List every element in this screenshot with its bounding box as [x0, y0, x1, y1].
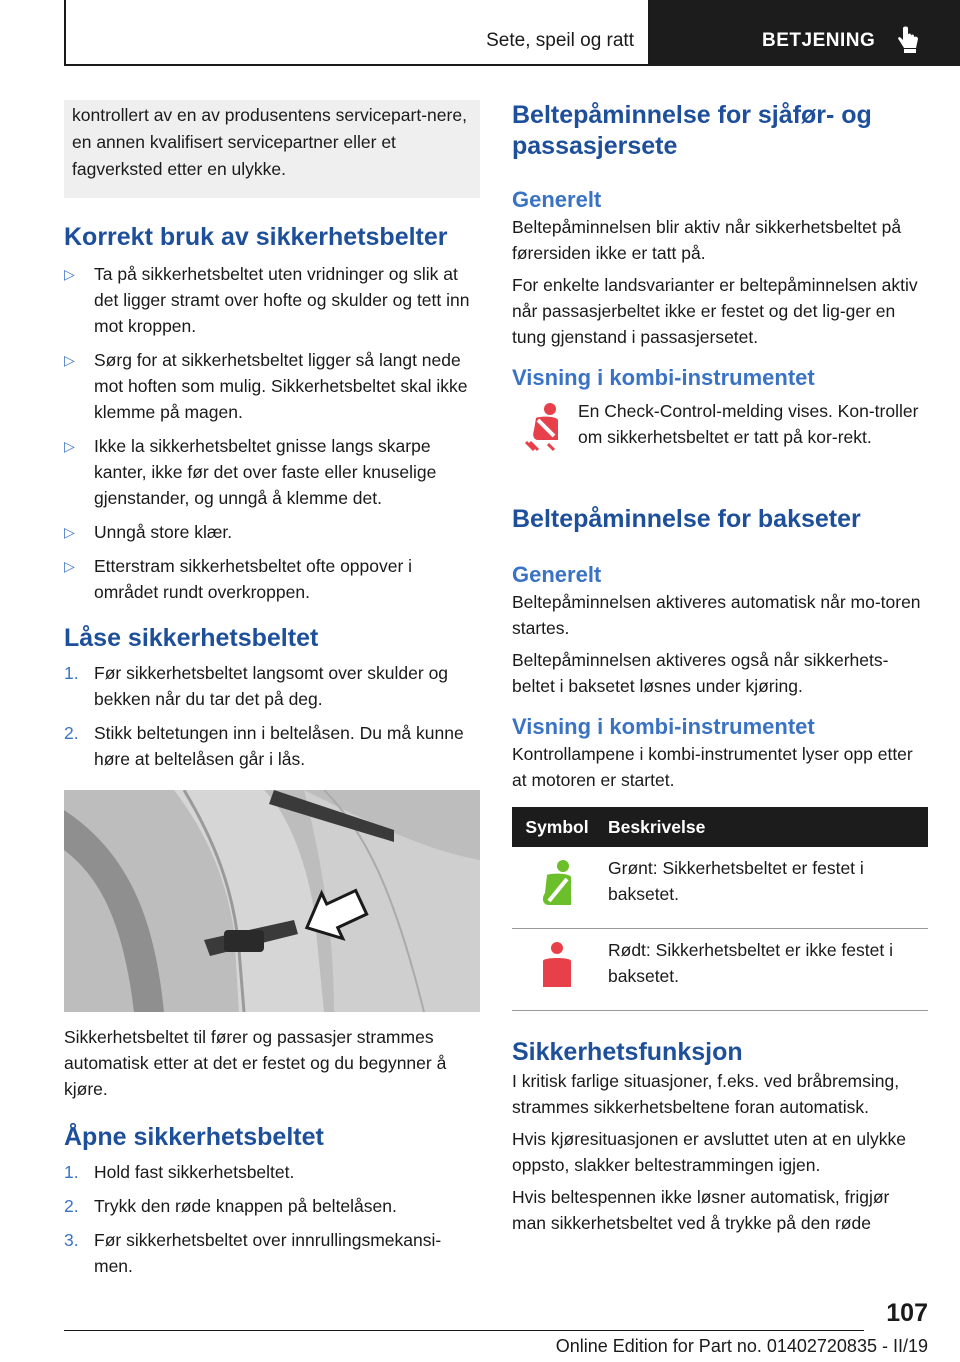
list-item	[64, 261, 480, 339]
lock-steps-list	[64, 660, 480, 772]
list-item-text: Ta på sikkerhetsbeltet uten vridninger og slik at det ligger stramt over hofte og skulder og tett inn mot kroppen.	[94, 264, 470, 336]
paragraph: Beltepåminnelsen aktiveres også når sikkerhets-beltet i baksetet løsnes under kjøring.	[512, 650, 889, 696]
table-cell-description: Grønt: Sikkerhetsbeltet er festet i baksetet.	[602, 847, 928, 929]
seatbelt-illustration	[64, 790, 480, 1012]
table-header-description: Beskrivelse	[602, 807, 928, 847]
list-item	[64, 1159, 480, 1185]
step-number: 2.	[64, 723, 79, 743]
list-item-text: Etterstram sikkerhetsbeltet ofte oppover i området rundt overkroppen.	[94, 556, 413, 602]
list-item	[64, 347, 480, 425]
step-number: 3.	[64, 1230, 79, 1250]
header-section-title: Sete, speil og ratt	[486, 30, 634, 51]
page-header	[64, 0, 960, 66]
list-item	[64, 519, 480, 545]
heading-open-belt: Åpne sikkerhetsbeltet	[64, 1123, 324, 1151]
list-item-text: Ikke la sikkerhetsbeltet gnisse langs skarpe kanter, ikke før det over faste eller knuselige gjenstander, og unngå å klemme det.	[94, 436, 437, 508]
subheading-display-front: Visning i kombi-instrumentet	[512, 365, 815, 390]
list-item	[64, 433, 480, 511]
list-item	[64, 660, 480, 712]
paragraph: Hvis beltespennen ikke løsner automatisk, frigjør man sikkerhetsbeltet ved å trykke på den røde	[512, 1187, 890, 1233]
heading-correct-use: Korrekt bruk av sikkerhetsbelter	[64, 223, 448, 251]
heading-lock-belt: Låse sikkerhetsbeltet	[64, 624, 319, 652]
header-section-box	[64, 0, 650, 66]
heading-front-reminder: Beltepåminnelse for sjåfør- og passasjersete	[512, 101, 872, 160]
list-item-text: Hold fast sikkerhetsbeltet.	[94, 1162, 295, 1182]
paragraph: Beltepåminnelsen aktiveres automatisk når mo-toren startes.	[512, 592, 921, 638]
footer-divider	[64, 1330, 864, 1331]
table-header-row	[512, 807, 928, 847]
triangle-bullet-icon: ▷	[64, 438, 75, 454]
table-cell-symbol	[512, 929, 602, 1011]
heading-safety-function: Sikkerhetsfunksjon	[512, 1038, 743, 1066]
table-row	[512, 929, 928, 1011]
table-cell-symbol	[512, 847, 602, 929]
subheading-display-rear: Visning i kombi-instrumentet	[512, 714, 815, 739]
triangle-bullet-icon: ▷	[64, 558, 75, 574]
paragraph: For enkelte landsvarianter er beltepåminnelsen aktiv når passasjerbeltet ikke er festet og det lig-ger en tung gjenstand i passasjersetet.	[512, 275, 918, 347]
table-row	[512, 847, 928, 929]
seatbelt-fastened-icon	[539, 859, 575, 907]
paragraph: Beltepåminnelsen blir aktiv når sikkerhetsbeltet på førersiden ikke er tatt på.	[512, 217, 902, 263]
indicator-table	[512, 807, 928, 1011]
left-column	[64, 100, 480, 1287]
list-item	[64, 720, 480, 772]
subheading-general-rear: Generelt	[512, 562, 602, 587]
right-column	[512, 100, 928, 1236]
list-item-text: Stikk beltetungen inn i beltelåsen. Du må kunne høre at beltelåsen går i lås.	[94, 723, 464, 769]
page-number: 107	[886, 1299, 928, 1327]
triangle-bullet-icon: ▷	[64, 266, 75, 282]
list-item	[64, 1193, 480, 1219]
warning-symbol-block	[512, 398, 928, 478]
seatbelt-warning-icon	[524, 402, 564, 454]
photo-caption: Sikkerhetsbeltet til fører og passasjer strammes automatisk etter at det er festet og du begynner å kjøre.	[64, 1027, 447, 1099]
edition-text: Online Edition for Part no. 01402720835 - II/19	[555, 1336, 928, 1356]
note-text: kontrollert av en av produsentens servicepart-nere, en annen kvalifisert servicepartner eller et fagverksted etter en ulykke.	[72, 105, 467, 179]
note-box	[64, 100, 480, 198]
hand-pointer-icon	[894, 26, 920, 54]
table-cell-description: Rødt: Sikkerhetsbeltet er ikke festet i baksetet.	[602, 929, 928, 1011]
list-item-text: Sørg for at sikkerhetsbeltet ligger så langt nede mot hoften som mulig. Sikkerhetsbeltet skal ikke klemme på magen.	[94, 350, 468, 422]
list-item	[64, 553, 480, 605]
seatbelt-photo	[64, 790, 480, 1012]
triangle-bullet-icon: ▷	[64, 524, 75, 540]
list-item-text: Før sikkerhetsbeltet langsomt over skulder og bekken når du tar det på deg.	[94, 663, 449, 709]
step-number: 1.	[64, 1162, 79, 1182]
heading-rear-reminder: Beltepåminnelse for bakseter	[512, 505, 861, 533]
step-number: 1.	[64, 663, 79, 683]
list-item	[64, 1227, 480, 1279]
list-item-text: Trykk den røde knappen på beltelåsen.	[94, 1196, 397, 1216]
paragraph: Hvis kjøresituasjonen er avsluttet uten at en ulykke oppsto, slakker beltestrammingen igjen.	[512, 1129, 906, 1175]
header-chapter-title: BETJENING	[762, 30, 876, 51]
correct-use-list	[64, 261, 480, 605]
subheading-general-front: Generelt	[512, 187, 602, 212]
list-item-text: Før sikkerhetsbeltet over innrullingsmekansi-men.	[94, 1230, 442, 1276]
paragraph: I kritisk farlige situasjoner, f.eks. ved bråbremsing, strammes sikkerhetsbeltene foran automatisk.	[512, 1071, 900, 1117]
open-steps-list	[64, 1159, 480, 1279]
seatbelt-unfastened-icon	[539, 941, 575, 989]
list-item-text: Unngå store klær.	[94, 522, 233, 542]
header-chapter-box	[650, 0, 960, 66]
table-header-symbol: Symbol	[512, 807, 602, 847]
check-control-text: En Check-Control-melding vises. Kon-troller om sikkerhetsbeltet er tatt på kor-rekt.	[578, 401, 919, 447]
triangle-bullet-icon: ▷	[64, 352, 75, 368]
step-number: 2.	[64, 1196, 79, 1216]
paragraph: Kontrollampene i kombi-instrumentet lyser opp etter at motoren er startet.	[512, 744, 913, 790]
